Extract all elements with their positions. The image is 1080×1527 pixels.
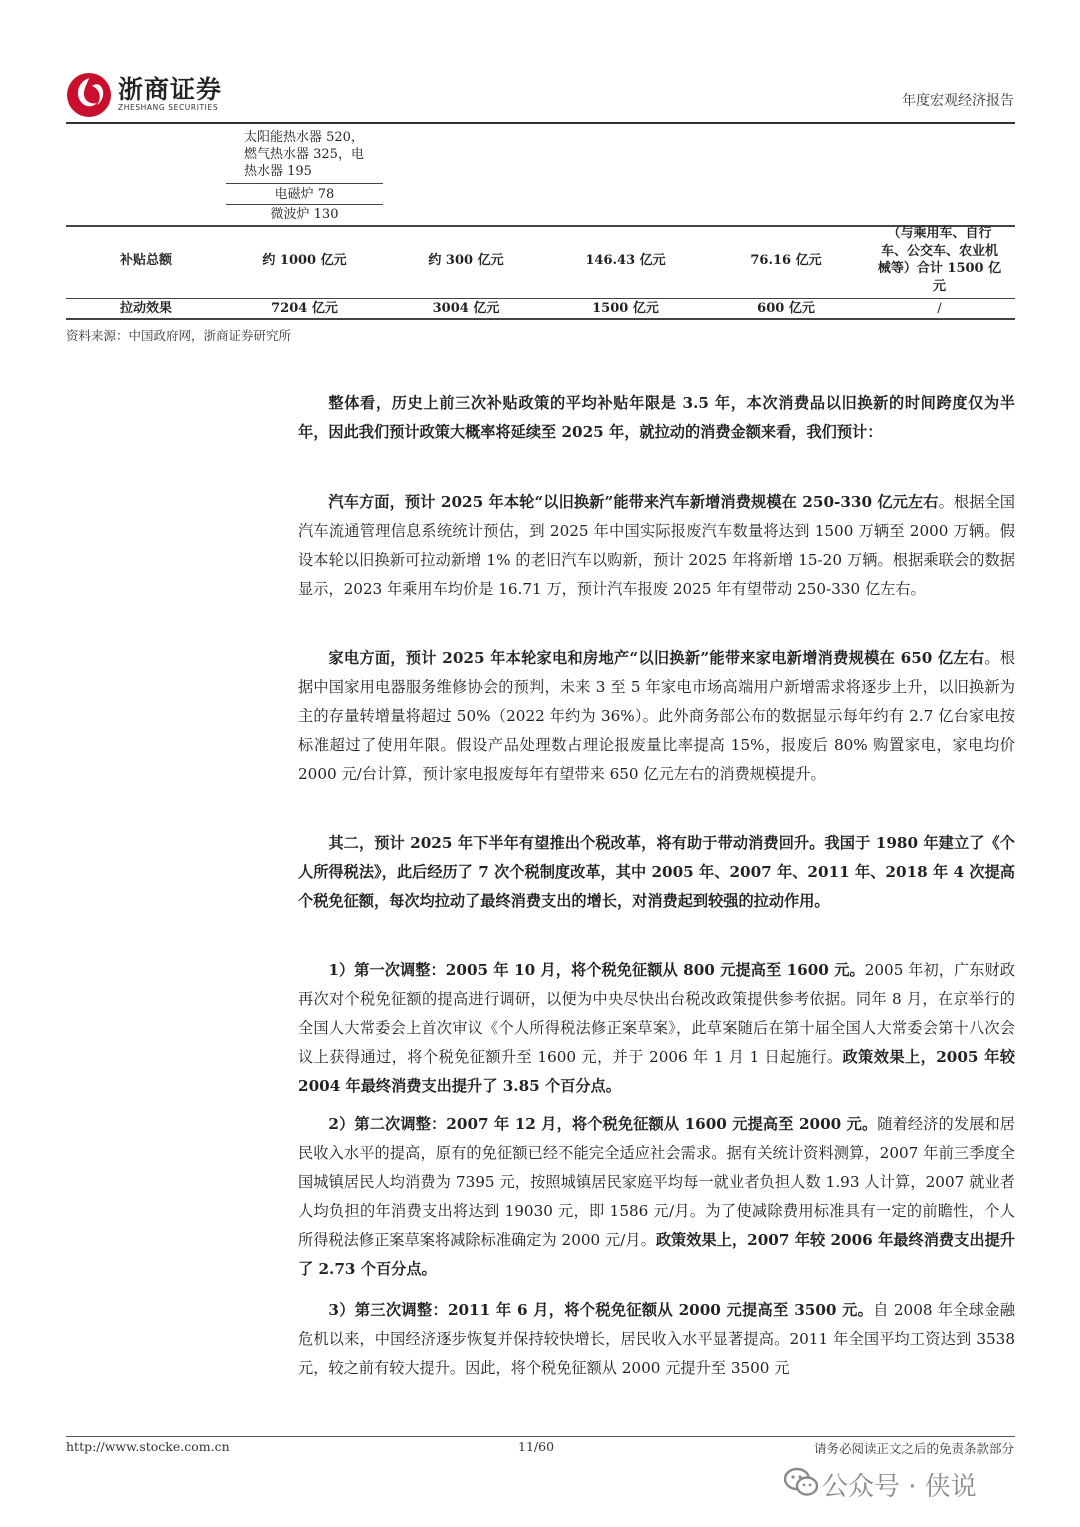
table-rule [66,298,1015,299]
footer-rule [66,1436,1015,1437]
third-adjustment-body: 自 2008 年全球金融危机以来，中国经济逐步恢复并保持较快增长，居民收入水平显著提高。2011 年全国平均工资达到 3538 元，较之前有较大提升。因此，将个税免征额从 2000 元提升至 3500 元 [298,1301,1015,1377]
table-cell: 7204 亿元 [271,301,338,316]
note-line: 车、公交车、农业机 [880,243,998,259]
second-adjustment-lead: 2）第二次调整：2007 年 12 月，将个税免征额从 1600 元提高至 2000 元。 [328,1115,878,1133]
table-source: 资料来源：中国政府网，浙商证券研究所 [66,328,292,343]
appliance-line: 太阳能热水器 520， [244,130,364,145]
appliance-line: 电磁炉 78 [274,187,335,202]
table-rule [66,318,1015,320]
paragraph-overview: 整体看，历史上前三次补贴政策的平均补贴年限是 3.5 年，本次消费品以旧换新的时间跨度仅为半年，因此我们预计政策大概率将延续至 2025 年，就拉动的消费金额来看，我们预计： [298,394,1015,441]
brand-logo [66,70,236,122]
watermark-text: 公众号 · 侠说 [822,1472,977,1502]
footer-disclaimer: 请务必阅读正文之后的免责条款部分 [813,1441,1014,1456]
brand-subtitle: ZHESHANG SECURITIES [118,103,219,112]
report-type: 年度宏观经济报告 [902,93,1014,109]
row-label-effect: 拉动效果 [119,301,172,316]
paragraph-third-adjustment [298,1296,1015,1383]
table-cell: 约 1000 亿元 [262,253,347,268]
paragraph-appliance-body: 。根据中国家用电器服务维修协会的预判，未来 3 至 5 年家电市场高端用户新增需求将逐步上升，以旧换新为主的存量转增量将超过 50%（2022 年约为 36%）。此外商务部公布的数据显示每年约有 2.7 亿台家电按标准超过了使用年限。假设产品处理数占理论报废量比率提高 15%，报废后 80% 购置家电，家电均价 2000 元/台计算，预计家电报废每年有望带来 650 亿元左右的消费规模提升。 [298,649,1016,783]
first-adjustment-lead: 1）第一次调整：2005 年 10 月，将个税免征额从 800 元提高至 1600 元。 [328,961,865,979]
table-cell: 3004 亿元 [432,301,500,316]
paragraph-first-adjustment [298,956,1015,1101]
table-cell: 约 300 亿元 [428,253,504,268]
header-rule [66,122,1015,124]
table-inner-rule [226,183,383,184]
footer-url[interactable]: http://www.stocke.com.cn [66,1439,230,1454]
paragraph-tax-reform: 其二，预计 2025 年下半年有望推出个税改革，将有助于带动消费回升。我国于 1980 年建立了《个人所得税法》，此后经历了 7 次个税制度改革，其中 2005 年、2007 年、2011 年、2018 年 4 次提高个税免征额，每次均拉动了最终消费支出的增长，对消费起到较强的拉动作用。 [298,834,1015,910]
table-cell: / [937,301,942,316]
first-adjustment-effect: 政策效果上，2005 年较 2004 年最终消费支出提升了 3.85 个百分点。 [298,1048,1015,1095]
second-adjustment-body: 随着经济的发展和居民收入水平的提高，原有的免征额已经不能完全适应社会需求。据有关统计资料测算，2007 年前三季度全国城镇居民人均消费为 7395 元，按照城镇居民家庭平均每一就业者负担人数 1.93 人计算，2007 就业者人均负担的年消费支出将达到 19030 元，即 1586 元/月。为了使减除费用标准具有一定的前瞻性，个人所得税法修正案草案将减除标准确定为 2000 元/月。 [298,1115,1015,1249]
paragraph-appliance [298,644,1015,789]
brand-name: 浙商证券 [118,75,223,104]
table-cell: 146.43 亿元 [585,253,666,268]
third-adjustment-lead: 3）第三次调整：2011 年 6 月，将个税免征额从 2000 元提高至 3500 元。 [328,1301,874,1319]
table-cell: 1500 亿元 [592,301,659,316]
appliance-line: 微波炉 130 [270,207,339,222]
table-cell-note [864,225,1015,295]
table-cell: 600 亿元 [757,301,815,316]
logo-mark-icon [66,72,112,118]
paragraph-auto-lead: 汽车方面，预计 2025 年本轮“以旧换新”能带来汽车新增消费规模在 250-330 亿元左右 [328,493,939,511]
table-inner-rule [226,204,383,205]
second-adjustment-effect: 政策效果上，2007 年较 2006 年最终消费支出提升了 2.73 个百分点。 [298,1231,1015,1278]
wechat-icon [784,1467,818,1497]
page-number: 11/60 [518,1439,555,1454]
paragraph-auto-body: 。根据全国汽车流通管理信息系统统计预估，到 2025 年中国实际报废汽车数量将达到 1500 万辆至 2000 万辆。假设本轮以旧换新可拉动新增 1% 的老旧汽车以购新，预计 2025 年将新增 15-20 万辆。根据乘联会的数据显示，2023 年乘用车均价是 16.71 万，预计汽车报废 2025 年有望带动 250-330 亿左右。 [298,493,1015,598]
appliance-line: 热水器 195 [244,164,312,179]
table-cell: 76.16 亿元 [750,253,822,268]
paragraph-second-adjustment [298,1110,1015,1284]
appliance-line: 燃气热水器 325，电 [244,147,364,162]
first-adjustment-body: 2005 年初，广东财政再次对个税免征额的提高进行调研，以便为中央尽快出台税改政策提供参考依据。同年 8 月，在京举行的全国人大常委会上首次审议《个人所得税法修正案草案》，此草案随后在第十届全国人大常委会第十八次会议上获得通过，将个税免征额升至 1600 元，并于 2006 年 1 月 1 日起施行。 [298,961,1015,1066]
note-line: 械等）合计 1500 亿 [877,261,1002,276]
table-cell-appliances [226,129,383,180]
note-line: （与乘用车、自行 [887,226,992,241]
paragraph-appliance-lead: 家电方面，预计 2025 年本轮家电和房地产“以旧换新”能带来家电新增消费规模在 650 亿左右 [328,649,985,667]
paragraph-auto [298,488,1015,604]
note-line: 元 [932,278,946,294]
row-label-subsidy: 补贴总额 [119,253,172,268]
